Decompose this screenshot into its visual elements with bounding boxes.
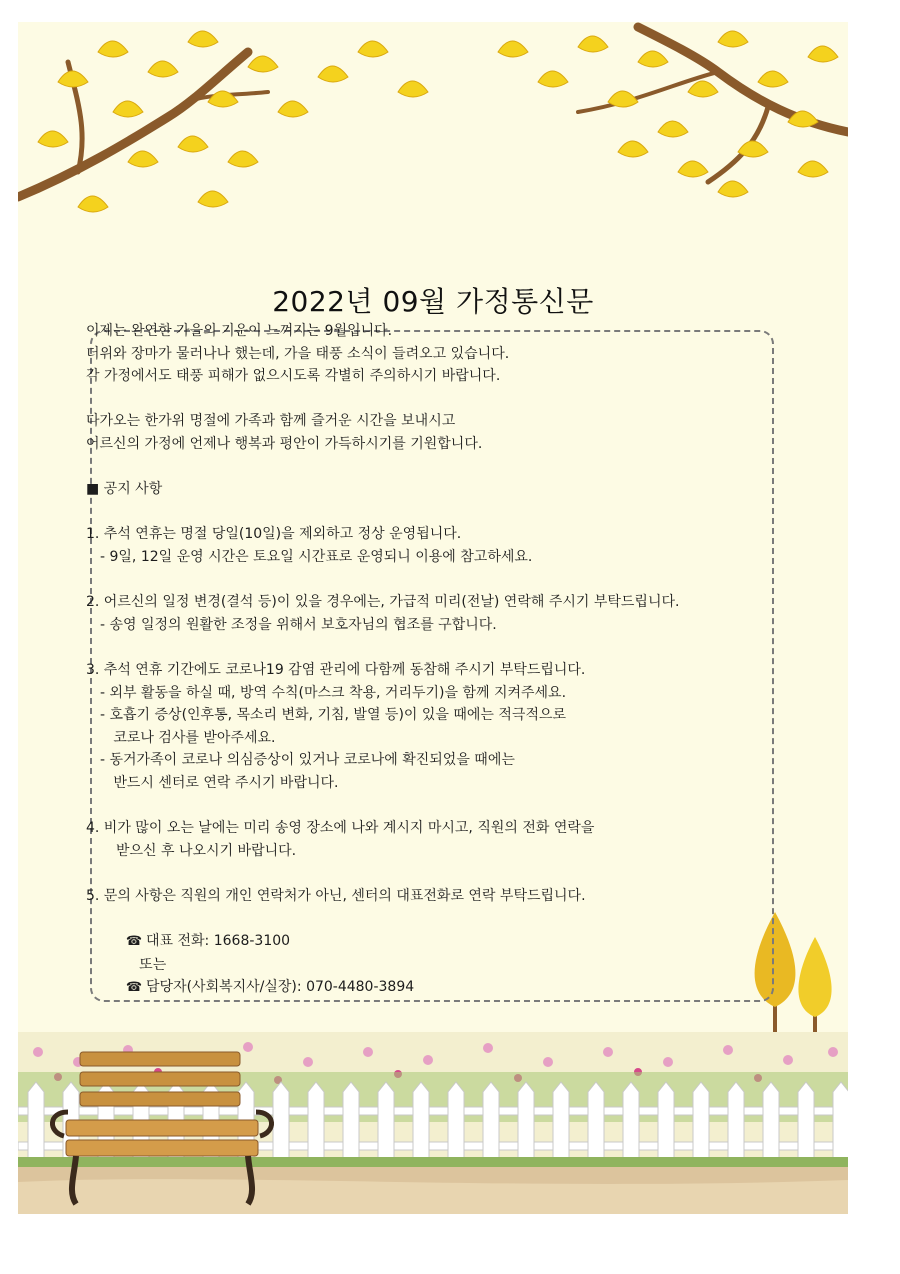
notice-item-3-sub: 반드시 센터로 연락 주시기 바랍니다. (100, 774, 339, 791)
intro-line: 각 가정에서도 태풍 피해가 없으시도록 각별히 주의하시기 바랍니다. (86, 368, 501, 385)
notice-heading: ■ 공지 사항 (86, 481, 163, 498)
notice-item-3-sub: - 동거가족이 코로나 의심증상이 있거나 코로나에 확진되었을 때에는 (100, 752, 515, 769)
telephone-icon: ☎ (125, 980, 143, 996)
notice-item-4-sub: 받으신 후 나오시기 바랍니다. (116, 842, 297, 859)
intro-line: 더위와 장마가 물러나나 했는데, 가을 태풍 소식이 들려오고 있습니다. (86, 345, 510, 362)
contact-separator: 또는 (139, 956, 167, 973)
notice-item-1-sub: - 9일, 12일 운영 시간은 토요일 시간표로 운영되니 이용에 참고하세요. (100, 548, 533, 565)
contact-row (86, 907, 746, 1022)
telephone-icon: ☎ (125, 934, 143, 950)
notice-item-2: 2. 어르신의 일정 변경(결석 등)이 있을 경우에는, 가급적 미리(전날) 연락해 주시기 부탁드립니다. (86, 594, 680, 611)
notice-item-3-sub: 코로나 검사를 받아주세요. (100, 729, 276, 746)
notice-item-4: 4. 비가 많이 오는 날에는 미리 송영 장소에 나와 계시지 마시고, 직원의 전화 연락을 (86, 820, 595, 837)
greeting-line: 어르신의 가정에 언제나 행복과 평안이 가득하시기를 기원합니다. (86, 435, 483, 452)
ginkgo-branches-illustration (18, 22, 848, 252)
garden-fence-bench-illustration (18, 1032, 848, 1214)
notice-item-3: 3. 추석 연휴 기간에도 코로나19 감염 관리에 다함께 동참해 주시기 부탁드립니다. (86, 661, 586, 678)
notice-content (86, 320, 746, 1022)
main-phone: 대표 전화: 1668-3100 (146, 933, 291, 950)
staff-phone: 담당자(사회복지사/실장): 070-4480-3894 (146, 979, 415, 996)
intro-line: 이제는 완연한 가을의 기운이 느껴지는 9월입니다. (86, 323, 393, 339)
notice-item-2-sub: - 송영 일정의 원활한 조정을 위해서 보호자님의 협조를 구합니다. (100, 616, 497, 633)
greeting-line: 다가오는 한가위 명절에 가족과 함께 즐거운 시간을 보내시고 (86, 413, 456, 430)
notice-item-3-sub: - 호흡기 증상(인후통, 목소리 변화, 기침, 발열 등)이 있을 때에는 적극적으로 (100, 707, 567, 724)
notice-item-1: 1. 추석 연휴는 명절 당일(10일)을 제외하고 정상 운영됩니다. (86, 526, 462, 543)
page-title: 2022년 09월 가정통신문 (272, 285, 594, 318)
notice-item-3-sub: - 외부 활동을 하실 때, 방역 수칙(마스크 착용, 거리두기)을 함께 지켜주세요. (100, 684, 567, 701)
notice-item-5: 5. 문의 사항은 직원의 개인 연락처가 아닌, 센터의 대표전화로 연락 부탁드립니다. (86, 887, 586, 904)
